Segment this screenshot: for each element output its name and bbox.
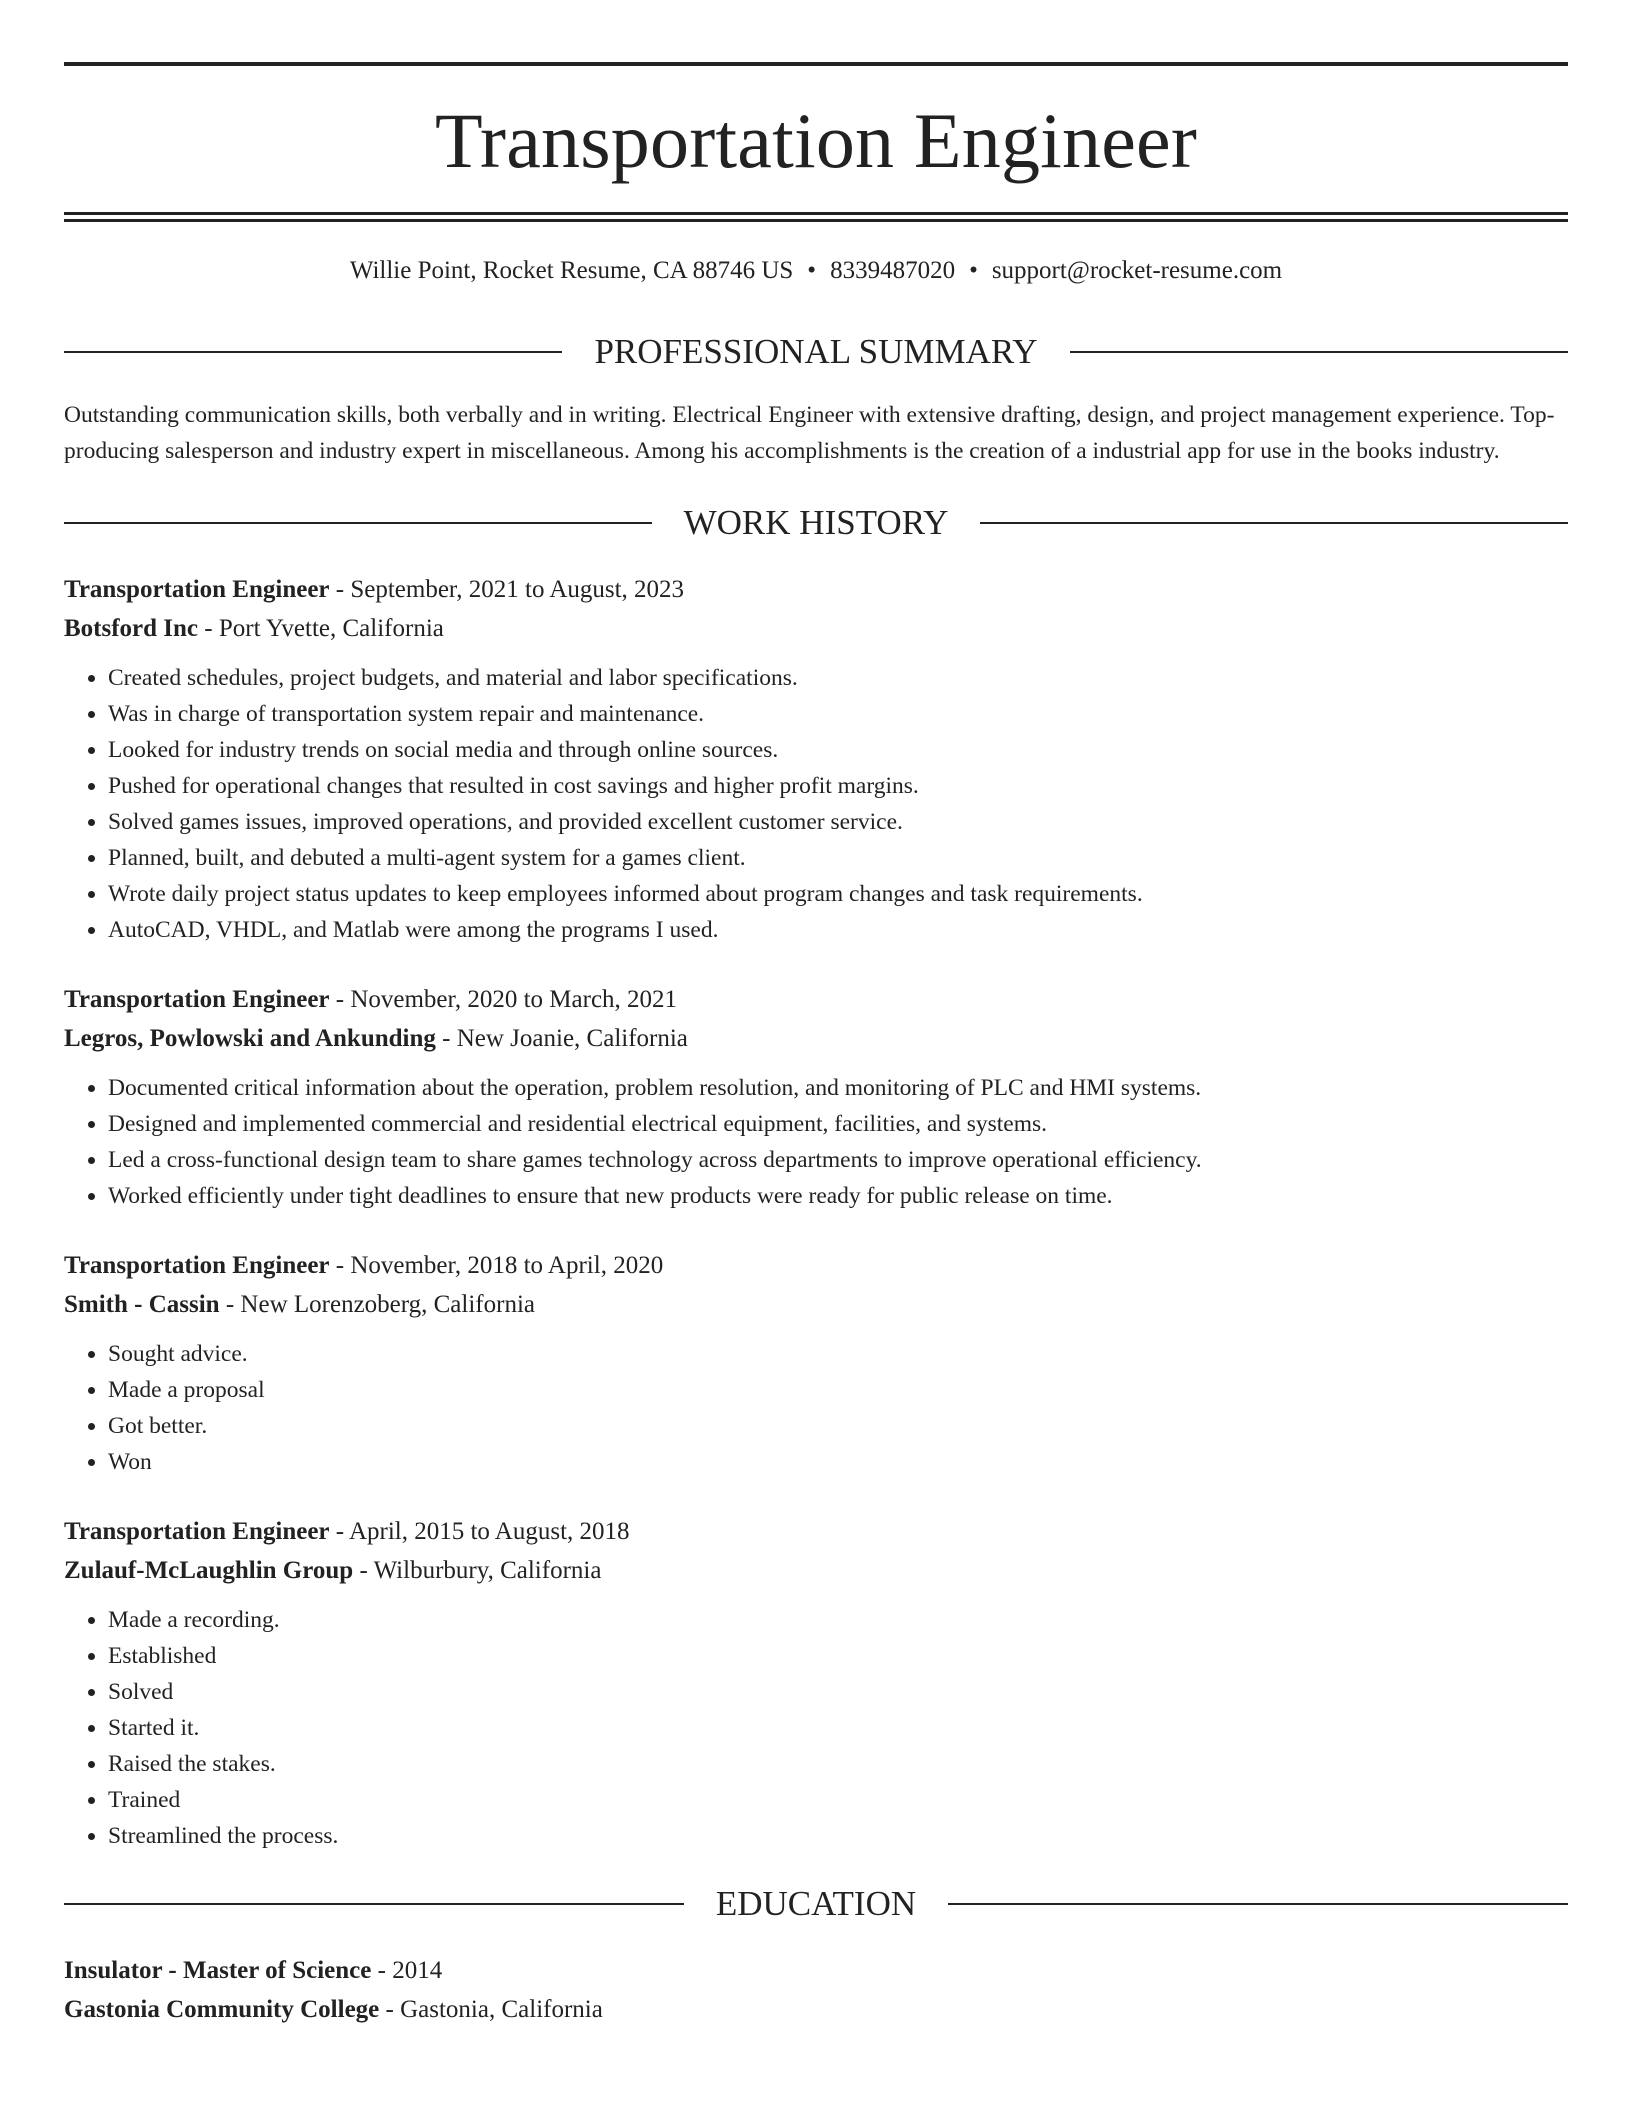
section-heading-label: PROFESSIONAL SUMMARY [594,332,1038,371]
job-company: Zulauf-McLaughlin Group [64,1557,354,1584]
job-dates: - April, 2015 to August, 2018 [329,1518,630,1545]
education-school-line [64,1990,1568,2029]
job-title: Transportation Engineer [64,986,330,1013]
job-bullet: • Established [108,1638,1568,1674]
heading-rule [64,1903,684,1905]
job-bullet: • Was in charge of transportation system repair and maintenance. [108,696,1568,732]
job-entry [64,1512,1568,1854]
job-bullet: • Documented critical information about the operation, problem resolution, and monitoring of PLC and HMI systems. [108,1070,1568,1106]
job-title-line [64,1246,1568,1285]
job-bullet: • Wrote daily project status updates to keep employees informed about program changes and task requirements. [108,876,1568,912]
heading-rule [1070,351,1568,353]
job-bullet-list [64,1070,1568,1214]
job-company-line [64,609,1568,648]
heading-rule [948,1903,1568,1905]
contact-email: support@rocket-resume.com [991,257,1283,284]
heading-rule [64,351,562,353]
section-heading-work-history [64,505,1568,540]
job-bullet: • Solved games issues, improved operations, and provided excellent customer service. [108,804,1568,840]
job-bullet: • Worked efficiently under tight deadlines to ensure that new products were ready for public release on time. [108,1178,1568,1214]
education-degree-line [64,1951,1568,1990]
resume-title: Transportation Engineer [434,97,1198,184]
job-bullet-list [64,1336,1568,1480]
job-bullet: • Trained [108,1782,1568,1818]
job-bullet: • Planned, built, and debuted a multi-agent system for a games client. [108,840,1568,876]
job-company: Smith - Cassin [64,1291,220,1318]
section-heading-label: EDUCATION [715,1884,917,1923]
job-company-line [64,1551,1568,1590]
job-company: Legros, Powlowski and Ankunding [64,1025,436,1052]
contact-separator: • [969,257,978,284]
job-dates: - November, 2020 to March, 2021 [329,986,678,1013]
job-bullet: • Started it. [108,1710,1568,1746]
section-heading-summary [64,334,1568,369]
job-title-line [64,1512,1568,1551]
job-dates: - November, 2018 to April, 2020 [329,1252,664,1279]
job-bullet: • Pushed for operational changes that resulted in cost savings and higher profit margins. [108,768,1568,804]
job-bullet: • Sought advice. [108,1336,1568,1372]
job-entry [64,980,1568,1214]
contact-line [64,256,1568,286]
job-bullet-list [64,1602,1568,1854]
section-heading-education [64,1886,1568,1921]
title-double-rule [64,212,1568,222]
job-location: - New Lorenzoberg, California [219,1291,535,1318]
job-dates: - September, 2021 to August, 2023 [329,576,685,603]
job-company-line [64,1285,1568,1324]
job-title-line [64,980,1568,1019]
job-bullet: • Led a cross-functional design team to share games technology across departments to improve operational efficiency. [108,1142,1568,1178]
job-bullet-list [64,660,1568,948]
contact-separator: • [807,257,817,284]
heading-rule [980,522,1568,524]
job-bullet: • Made a proposal [108,1372,1568,1408]
education-location: - Gastonia, California [379,1996,603,2023]
section-heading-label: WORK HISTORY [683,503,949,542]
job-title-line [64,570,1568,609]
summary-text: Outstanding communication skills, both verbally and in writing. Electrical Engineer with extensive drafting, design, and project management experience. Top-producing salesperson and industry expert in miscellaneous. Among his accomplishments is the creation of a industrial app for use in the books industry. [64,402,1555,464]
job-title: Transportation Engineer [64,1518,330,1545]
job-location: - New Joanie, California [435,1025,688,1052]
contact-phone: 8339487020 [830,257,956,284]
job-bullet: • Raised the stakes. [108,1746,1568,1782]
job-bullet: • AutoCAD, VHDL, and Matlab were among the programs I used. [108,912,1568,948]
job-location: - Port Yvette, California [198,615,444,642]
heading-rule [64,522,652,524]
job-location: - Wilburbury, California [353,1557,602,1584]
job-company-line [64,1019,1568,1058]
top-rule [64,62,1568,66]
job-title: Transportation Engineer [64,1252,330,1279]
job-title: Transportation Engineer [64,576,330,603]
contact-address: Willie Point, Rocket Resume, CA 88746 US [349,257,794,284]
education-degree: Insulator - Master of Science [64,1957,372,1984]
job-bullet: • Created schedules, project budgets, and material and labor specifications. [108,660,1568,696]
job-bullet: • Got better. [108,1408,1568,1444]
job-entry [64,1246,1568,1480]
education-school: Gastonia Community College [64,1996,380,2023]
education-entry [64,1951,1568,2029]
education-year: - 2014 [371,1957,443,1984]
job-company: Botsford Inc [64,615,199,642]
job-entry [64,570,1568,948]
job-bullet: • Solved [108,1674,1568,1710]
job-bullet: • Won [108,1444,1568,1480]
job-bullet: • Designed and implemented commercial and residential electrical equipment, facilities, and systems. [108,1106,1568,1142]
job-bullet: • Made a recording. [108,1602,1568,1638]
job-bullet: • Looked for industry trends on social media and through online sources. [108,732,1568,768]
job-bullet: • Streamlined the process. [108,1818,1568,1854]
